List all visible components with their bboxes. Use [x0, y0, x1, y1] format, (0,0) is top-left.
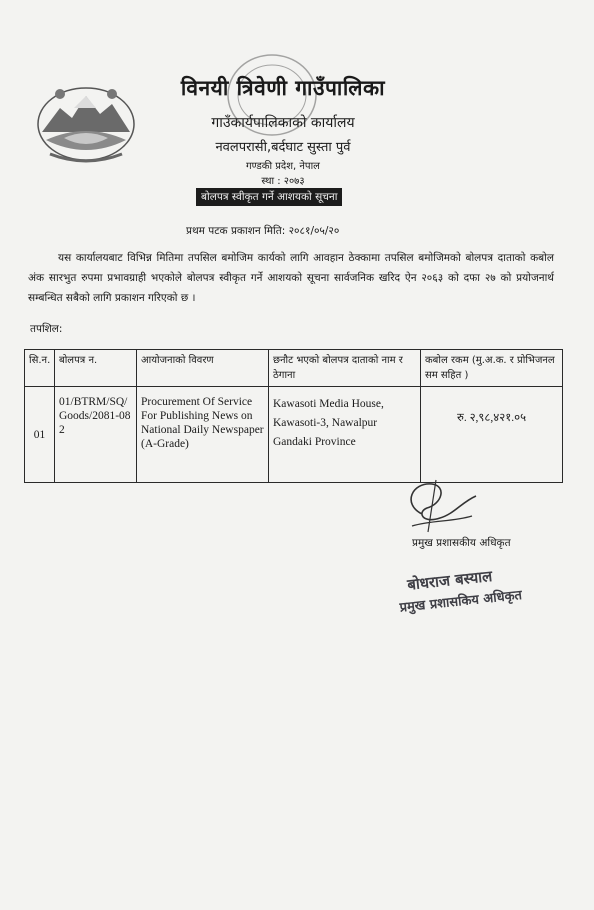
header-description: आयोजनाको विवरण	[137, 350, 269, 387]
details-label: तपशिल:	[30, 323, 63, 335]
header-sn: सि.न.	[25, 350, 55, 387]
signature-icon	[392, 474, 482, 536]
header-bidder: छनौट भएको बोलपत्र दाताको नाम र ठेगाना	[269, 350, 421, 387]
table-row	[25, 387, 563, 483]
header-amount: कबोल रकम (मु.अ.क. र प्रोभिजनल सम सहित )	[421, 350, 563, 387]
cell-description: Procurement Of Service For Publishing News on National Daily Newspaper (A-Grade)	[137, 387, 269, 483]
cell-amount: रु. २,९८,४२१.०५	[421, 387, 563, 483]
office-established: स्था : २०७३	[261, 176, 305, 187]
office-address: नवलपरासी,बर्दघाट सुस्ता पुर्व	[215, 140, 351, 155]
office-province: गण्डकी प्रदेश, नेपाल	[246, 161, 320, 172]
official-stamp	[396, 560, 549, 615]
signer-title: प्रमुख प्रशासकीय अधिकृत	[412, 537, 511, 549]
header-bid-no: बोलपत्र न.	[55, 350, 137, 387]
stamp-title: प्रमुख प्रशासकिय अधिकृत	[398, 587, 523, 616]
cell-bidder: Kawasoti Media House, Kawasoti-3, Nawalpur Gandaki Province	[269, 387, 421, 483]
office-subtitle: गाउँकार्यपालिकाको कार्यालय	[211, 115, 355, 131]
cell-bid-no: 01/BTRM/SQ/Goods/2081-082	[55, 387, 137, 483]
notice-title: बोलपत्र स्वीकृत गर्ने आशयको सूचना	[196, 188, 342, 206]
table-header-row	[25, 350, 563, 387]
bid-table	[24, 349, 563, 483]
notice-body: यस कार्यालयबाट विभिन्न मितिमा तपसिल बमोजिम कार्यको लागि आवहान ठेक्कामा तपसिल बमोजिमको बोलपत्र दाताको कबोल अंक सारभुत रुपमा प्रभावग्राही भएकोले बोलपत्र स्वीकृत गर्ने आशयको सूचना सार्वजनिक खरिद ऐन २०६३ को दफा २७ को प्रयोजनार्थ सम्बन्धित सबैको लागि प्रकाशन गरिएको छ ।	[28, 252, 554, 304]
publication-date: प्रथम पटक प्रकाशन मिति: २०८१/०५/२०	[186, 225, 340, 237]
office-name: विनयी त्रिवेणी गाउँपालिका	[180, 76, 386, 100]
nepal-emblem-icon	[30, 78, 142, 166]
stamp-name: बोधराज बस्याल	[406, 566, 493, 594]
cell-sn: 01	[25, 387, 55, 483]
